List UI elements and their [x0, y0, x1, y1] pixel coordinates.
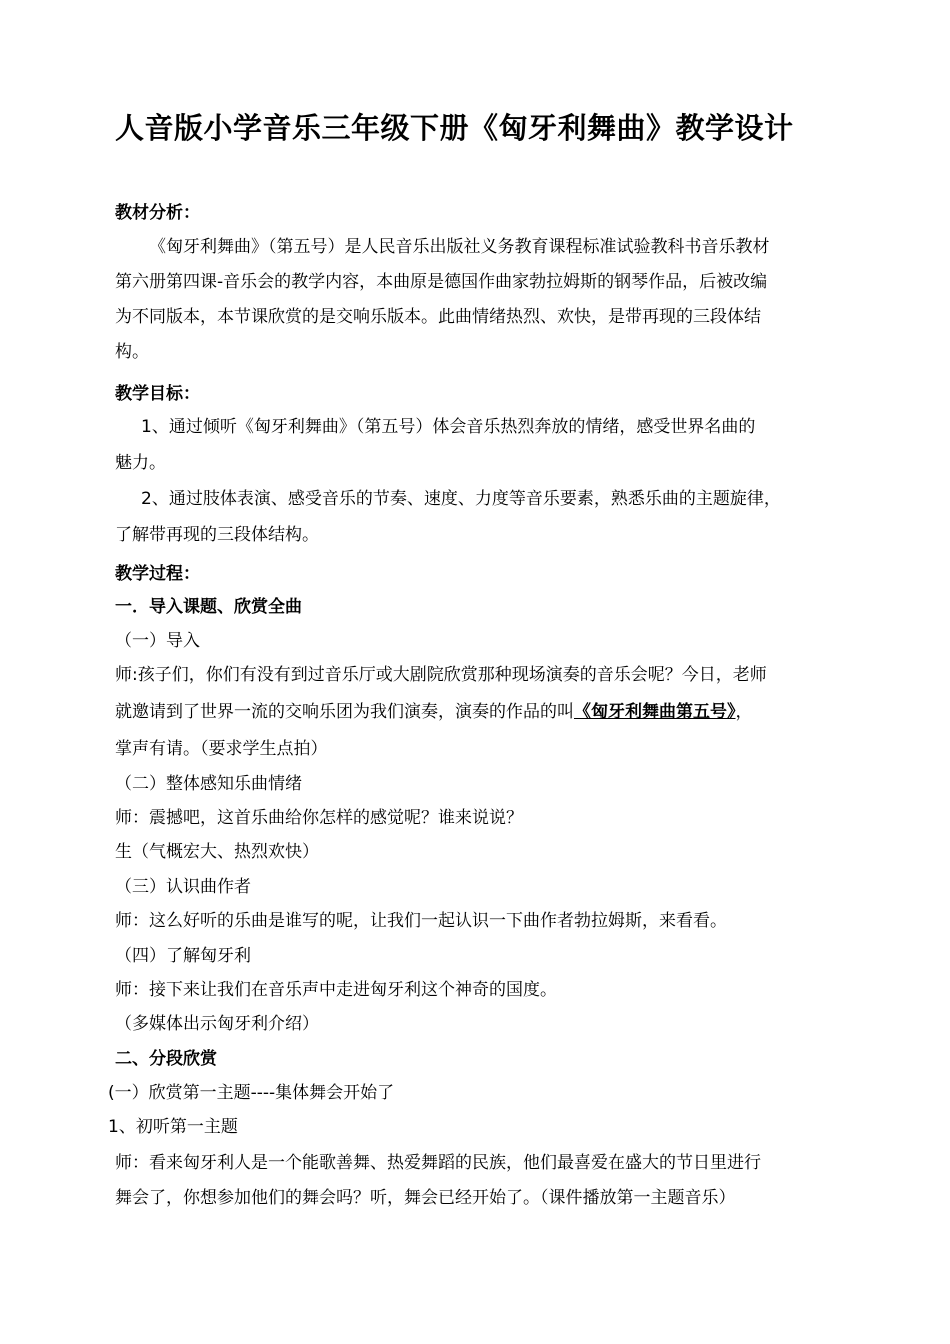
piece-title-link: 《匈牙利舞曲第五号》 — [574, 702, 736, 722]
teacher-line-text: 就邀请到了世界一流的交响乐团为我们演奏，演奏的作品的叫 — [115, 702, 574, 722]
goal-line: 魅力。 — [115, 453, 166, 473]
goals-heading: 教学目标： — [115, 384, 200, 404]
teacher-line: 师：看来匈牙利人是一个能歌善舞、热爱舞蹈的民族，他们最喜爱在盛大的节日里进行 — [115, 1153, 761, 1173]
analysis-heading: 教材分析： — [115, 203, 200, 223]
student-line: 生（气概宏大、热烈欢快） — [115, 842, 319, 862]
goal-line: 2、通过肢体表演、感受音乐的节奏、速度、力度等音乐要素，熟悉乐曲的主题旋律， — [141, 489, 781, 509]
process-heading: 教学过程： — [115, 564, 200, 584]
note-line: （多媒体出示匈牙利介绍） — [115, 1014, 319, 1034]
item-heading: 1、初听第一主题 — [108, 1117, 238, 1137]
analysis-line: 第六册第四课-音乐会的教学内容，本曲原是德国作曲家勃拉姆斯的钢琴作品，后被改编 — [115, 272, 768, 292]
teacher-line: 师：接下来让我们在音乐声中走进匈牙利这个神奇的国度。 — [115, 980, 557, 1000]
teacher-line-text: ， — [735, 702, 753, 722]
sub-heading: （四）了解匈牙利 — [115, 946, 251, 966]
teacher-line: 舞会了，你想参加他们的舞会吗？听，舞会已经开始了。（课件播放第一主题音乐） — [115, 1188, 736, 1208]
sub-heading: （二）整体感知乐曲情绪 — [115, 774, 302, 794]
teacher-line: 师：震撼吧，这首乐曲给你怎样的感觉呢？谁来说说？ — [115, 808, 523, 828]
sub-heading: （三）认识曲作者 — [115, 877, 251, 897]
analysis-line: 《匈牙利舞曲》（第五号）是人民音乐出版社义务教育课程标准试验教科书音乐教材 — [149, 237, 770, 257]
teacher-line — [115, 699, 855, 725]
teacher-line: 掌声有请。（要求学生点拍） — [115, 739, 328, 759]
analysis-line: 为不同版本，本节课欣赏的是交响乐版本。此曲情绪热烈、欢快，是带再现的三段体结 — [115, 307, 761, 327]
teacher-line: 师：这么好听的乐曲是谁写的呢，让我们一起认识一下曲作者勃拉姆斯，来看看。 — [115, 911, 727, 931]
teacher-line: 师:孩子们，你们有没有到过音乐厅或大剧院欣赏那种现场演奏的音乐会呢？今日，老师 — [115, 665, 767, 685]
sub-heading: (一）欣赏第一主题----集体舞会开始了 — [108, 1083, 395, 1103]
page-title: 人音版小学音乐三年级下册《匈牙利舞曲》教学设计 — [115, 111, 794, 145]
analysis-line: 构。 — [115, 342, 149, 362]
sub-heading: （一）导入 — [115, 631, 200, 651]
part1-heading: 一．导入课题、欣赏全曲 — [115, 597, 302, 617]
part2-heading: 二、分段欣赏 — [115, 1049, 217, 1069]
goal-line: 1、通过倾听《匈牙利舞曲》（第五号）体会音乐热烈奔放的情绪，感受世界名曲的 — [141, 417, 756, 437]
goal-line: 了解带再现的三段体结构。 — [115, 525, 319, 545]
